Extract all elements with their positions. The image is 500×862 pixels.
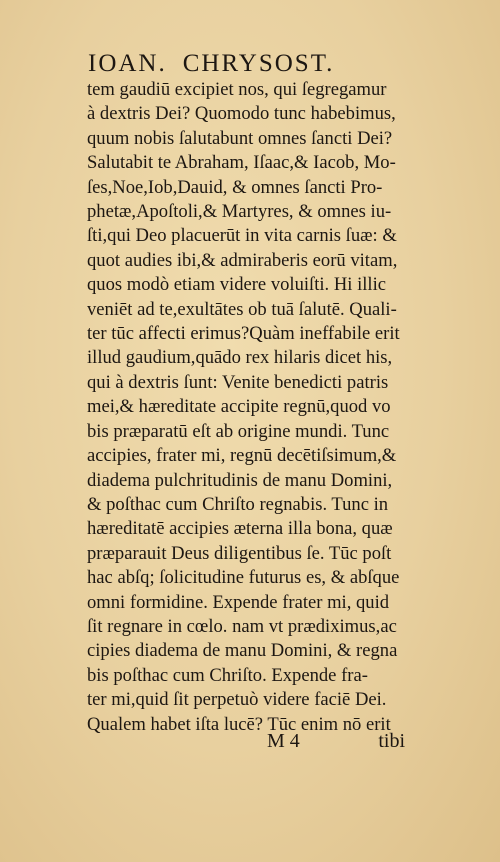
text-line: accipies, frater mi, regnū decētiſsimum,& [87, 445, 397, 467]
text-line: quos modò etiam videre voluiſti. Hi illic [87, 274, 387, 296]
text-line: mei,& hæreditate accipite regnū,quod vo [87, 396, 391, 418]
signature-mark: M 4 [267, 730, 300, 752]
page-footer [87, 730, 405, 758]
text-line: quot audies ibi,& admiraberis eorū vitam, [87, 249, 398, 271]
text-line: ſes,Noe,Iob,Dauid, & omnes ſancti Pro- [87, 176, 383, 198]
text-line: diadema pulchritudinis de manu Domini, [87, 469, 393, 491]
text-line: quum nobis ſalutabunt omnes ſancti Dei? [87, 127, 393, 149]
text-line: veniēt ad te,exultātes ob tuā ſalutē. Quali- [87, 298, 397, 320]
text-line: cipies diadema de manu Domini, & regna [87, 640, 398, 662]
text-line: ſit regnare in cœlo. nam vt prædiximus,ac [87, 615, 397, 637]
body-text [87, 78, 405, 737]
text-line: à dextris Dei? Quomodo tunc habebimus, [87, 103, 396, 125]
text-line: omni formidine. Expende frater mi, quid [87, 591, 390, 613]
text-line: phetæ,Apoſtoli,& Martyres, & omnes iu- [87, 201, 392, 223]
text-line: Qualem habet iſta lucē? Tūc enim nō erit [87, 713, 391, 735]
text-line: ſti,qui Deo placuerūt in vita carnis ſuæ: & [87, 225, 397, 247]
text-line: bis præparatū eſt ab origine mundi. Tunc [87, 420, 390, 442]
text-line: illud gaudium,quādo rex hilaris dicet his, [87, 347, 393, 369]
text-line: tem gaudiū excipiet nos, qui ſegregamur [87, 79, 387, 100]
text-line: præparauit Deus diligentibus ſe. Tūc poſt [87, 542, 392, 564]
text-line: hac abſq; ſolicitudine futurus es, & abſque [87, 567, 400, 589]
header-author-second: CHRYSOST. [182, 50, 335, 77]
text-line: qui à dextris ſunt: Venite benedicti patris [87, 371, 389, 393]
header-author-first: IOAN. [88, 50, 167, 77]
text-line: ter mi,quid ſit perpetuò videre faciē Dei. [87, 689, 387, 711]
text-line: ter tūc affecti erimus?Quàm ineffabile erit [87, 323, 400, 345]
catchword: tibi [378, 730, 405, 752]
text-line: Salutabit te Abraham, Iſaac,& Iacob, Mo- [87, 152, 396, 174]
text-line: bis poſthac cum Chriſto. Expende fra- [87, 664, 368, 686]
running-header [88, 50, 418, 78]
text-line: hæreditatē accipies æterna illa bona, quæ [87, 518, 393, 540]
text-line: & poſthac cum Chriſto regnabis. Tunc in [87, 493, 389, 515]
